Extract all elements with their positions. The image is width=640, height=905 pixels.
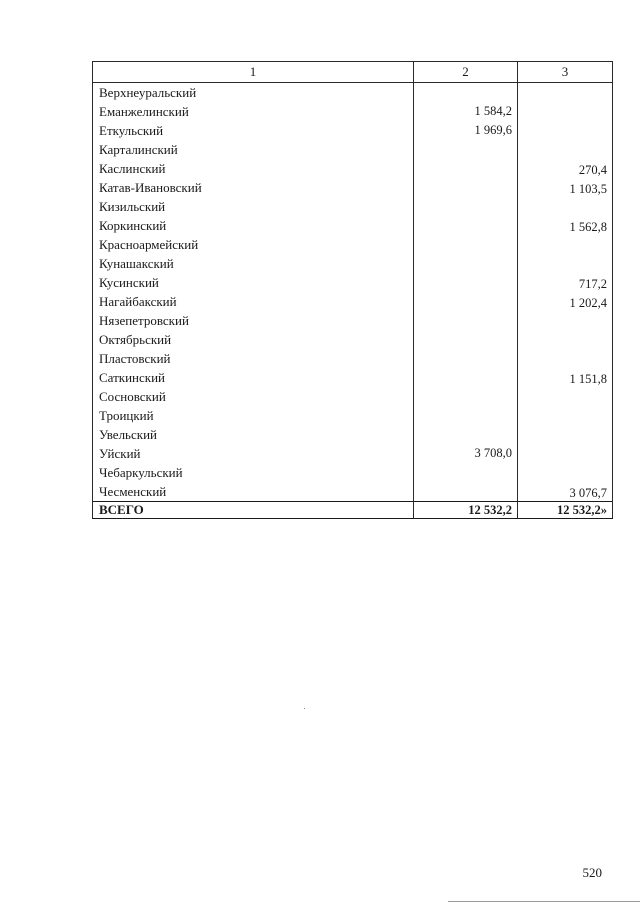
district-name: Чесменский: [93, 482, 414, 502]
column-3-value: [518, 387, 613, 406]
district-name: Каслинский: [93, 159, 414, 178]
district-name: Кизильский: [93, 197, 414, 216]
table-row: [93, 140, 613, 159]
table-row: [93, 273, 613, 292]
total-label: ВСЕГО: [93, 502, 414, 519]
district-name: Чебаркульский: [93, 463, 414, 482]
district-name: Саткинский: [93, 368, 414, 387]
column-3-value: [518, 463, 613, 482]
district-name: Коркинский: [93, 216, 414, 235]
district-name: Нязепетровский: [93, 311, 414, 330]
table-row: [93, 330, 613, 349]
table-row: [93, 235, 613, 254]
table-row: [93, 178, 613, 197]
column-3-value: [518, 121, 613, 140]
table-row: [93, 311, 613, 330]
column-2-value: [414, 159, 518, 178]
column-2-value: [414, 140, 518, 159]
column-2-value: [414, 216, 518, 235]
column-2-value: [414, 406, 518, 425]
table-row: [93, 387, 613, 406]
table-row: [93, 102, 613, 121]
column-2-value: 3 708,0: [414, 444, 518, 463]
table-row: [93, 368, 613, 387]
district-name: Красноармейский: [93, 235, 414, 254]
district-name: Кусинский: [93, 273, 414, 292]
column-3-value: 1 103,5: [518, 178, 613, 197]
table-row: [93, 83, 613, 103]
table-row: [93, 216, 613, 235]
column-header-2: 2: [414, 62, 518, 83]
district-name: Кунашакский: [93, 254, 414, 273]
district-name: Нагайбакский: [93, 292, 414, 311]
column-2-value: [414, 463, 518, 482]
column-3-value: [518, 406, 613, 425]
district-name: Сосновский: [93, 387, 414, 406]
district-name: Пластовский: [93, 349, 414, 368]
column-2-value: [414, 197, 518, 216]
column-2-value: 1 584,2: [414, 102, 518, 121]
column-2-value: [414, 387, 518, 406]
column-3-value: 1 202,4: [518, 292, 613, 311]
table-row: [93, 121, 613, 140]
column-3-value: [518, 311, 613, 330]
district-name: Троицкий: [93, 406, 414, 425]
column-3-value: 717,2: [518, 273, 613, 292]
column-2-value: [414, 83, 518, 103]
column-2-value: [414, 254, 518, 273]
bottom-edge-line: [448, 901, 640, 902]
district-name: Еткульский: [93, 121, 414, 140]
table-row: [93, 197, 613, 216]
district-name: Октябрьский: [93, 330, 414, 349]
scan-speck: [304, 708, 305, 709]
district-name: Уйский: [93, 444, 414, 463]
column-header-1: 1: [93, 62, 414, 83]
district-name: Карталинский: [93, 140, 414, 159]
column-2-value: [414, 235, 518, 254]
column-3-value: [518, 235, 613, 254]
column-3-value: [518, 197, 613, 216]
table-row: [93, 406, 613, 425]
table-row: [93, 349, 613, 368]
column-2-value: [414, 482, 518, 502]
column-2-value: [414, 273, 518, 292]
column-3-value: 1 562,8: [518, 216, 613, 235]
column-3-value: [518, 102, 613, 121]
table-row: [93, 444, 613, 463]
table-row: [93, 463, 613, 482]
column-2-value: [414, 368, 518, 387]
column-2-value: [414, 311, 518, 330]
column-3-value: [518, 349, 613, 368]
column-3-value: [518, 140, 613, 159]
column-3-value: [518, 444, 613, 463]
column-2-value: [414, 330, 518, 349]
column-3-value: [518, 330, 613, 349]
table-row: [93, 159, 613, 178]
column-3-value: [518, 254, 613, 273]
column-3-value: 3 076,7: [518, 482, 613, 502]
total-column-3: 12 532,2»: [518, 502, 613, 519]
district-name: Верхнеуральский: [93, 83, 414, 103]
table-row: [93, 292, 613, 311]
table-row: [93, 425, 613, 444]
total-column-2: 12 532,2: [414, 502, 518, 519]
column-3-value: [518, 83, 613, 103]
page-number: 520: [582, 865, 602, 880]
table-header-row: [93, 62, 613, 83]
column-3-value: 270,4: [518, 159, 613, 178]
column-2-value: [414, 292, 518, 311]
total-row: [93, 502, 613, 519]
column-3-value: [518, 425, 613, 444]
column-2-value: [414, 178, 518, 197]
district-name: Катав-Ивановский: [93, 178, 414, 197]
table-row: [93, 254, 613, 273]
budget-table: [92, 61, 613, 519]
column-2-value: 1 969,6: [414, 121, 518, 140]
column-3-value: 1 151,8: [518, 368, 613, 387]
column-2-value: [414, 425, 518, 444]
table-row: [93, 482, 613, 502]
column-2-value: [414, 349, 518, 368]
district-name: Увельский: [93, 425, 414, 444]
district-name: Еманжелинский: [93, 102, 414, 121]
column-header-3: 3: [518, 62, 613, 83]
